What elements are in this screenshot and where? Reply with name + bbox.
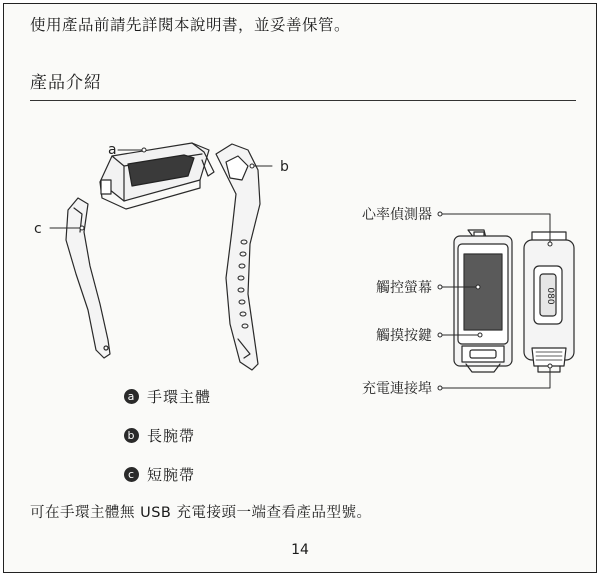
- label-a: a: [108, 142, 117, 158]
- tracker-back-view: [524, 232, 574, 372]
- legend-item-short-strap: [124, 455, 211, 494]
- label-touch-screen: 觸控螢幕: [376, 280, 432, 296]
- legend-item-tracker-body: [124, 377, 211, 416]
- legend-label: 手環主體: [147, 388, 212, 406]
- label-c: c: [34, 221, 42, 237]
- legend-item-long-strap: [124, 416, 211, 455]
- page-number: 14: [291, 542, 309, 558]
- badge-c: c: [124, 467, 139, 482]
- legend-label: 長腕帶: [147, 427, 196, 445]
- model-number-note: 可在手環主體無 USB 充電接頭一端查看產品型號。: [30, 505, 372, 521]
- short-strap-illustration: [66, 198, 110, 358]
- badge-a: a: [124, 389, 139, 404]
- tracker-body-illustration: [100, 143, 214, 209]
- svg-text:080: 080: [545, 287, 555, 305]
- tracker-front-view: [454, 230, 512, 372]
- legend-label: 短腕帶: [147, 466, 196, 484]
- manual-page: [3, 3, 597, 573]
- label-b: b: [280, 159, 289, 175]
- long-strap-illustration: [216, 144, 260, 370]
- label-charging-port: 充電連接埠: [362, 381, 432, 397]
- label-touch-button: 觸摸按鍵: [376, 328, 432, 344]
- section-title: 產品介紹: [30, 73, 102, 93]
- label-heart-rate-sensor: 心率偵測器: [362, 207, 432, 223]
- parts-legend: [124, 377, 211, 494]
- product-diagram: [4, 4, 596, 572]
- badge-b: b: [124, 428, 139, 443]
- intro-text: 使用產品前請先詳閱本說明書，並妥善保管。: [30, 16, 351, 34]
